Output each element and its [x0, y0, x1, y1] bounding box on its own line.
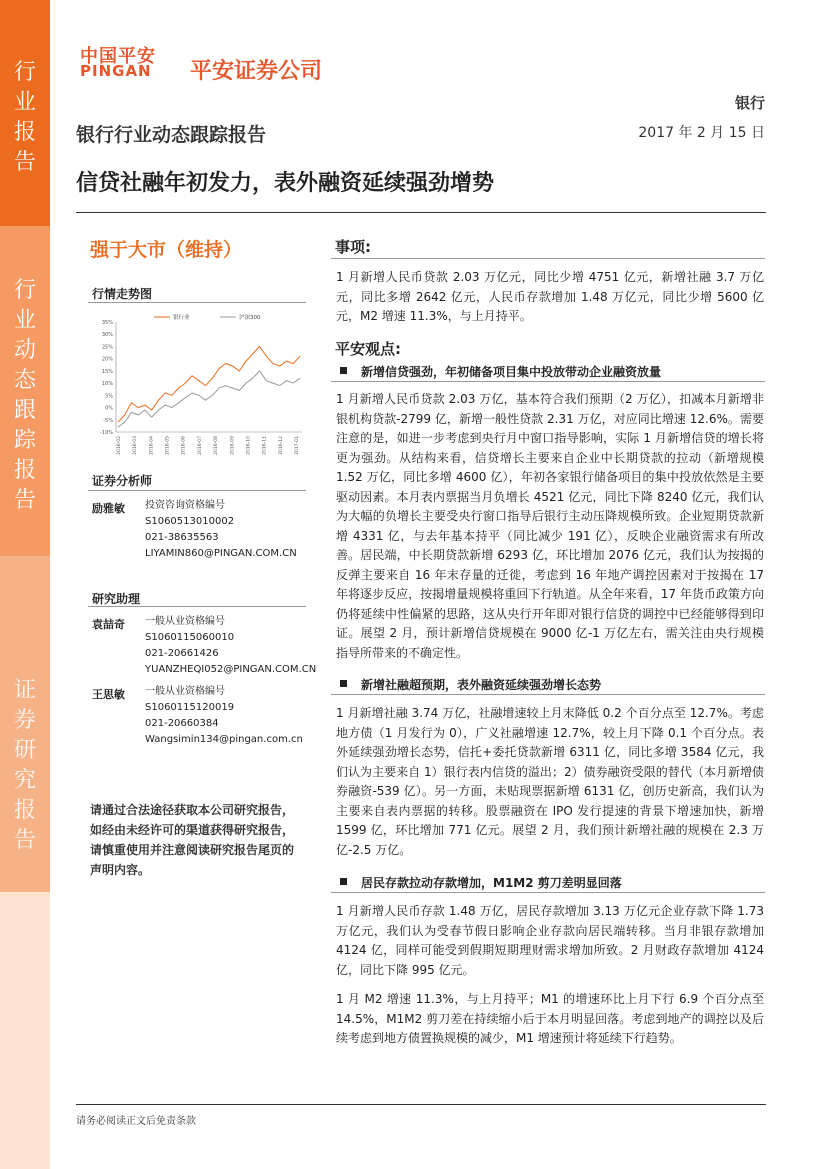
page-title: 信贷社融年初发力，表外融资延续强劲增势 [76, 171, 495, 196]
sidebar-block-bottom [0, 892, 50, 1169]
bullet-heading: 新增信贷强劲，年初储备项目集中投放带动企业融资放量 [340, 363, 661, 380]
analyst-name: 励雅敏 [92, 502, 125, 515]
y-tick-label: 35% [101, 320, 113, 326]
x-tick-label: 2016-12 [278, 436, 284, 455]
bullet-heading: 居民存款拉动存款增加，M1M2 剪刀差明显回落 [340, 874, 622, 891]
report-date: 2017 年 2 月 15 日 [638, 125, 765, 141]
trend-chart-svg [88, 308, 308, 458]
y-tick-label: 10% [101, 381, 113, 388]
divider [331, 892, 765, 893]
assistant-title: 研究助理 [92, 592, 141, 606]
assistant-info: 一般从业资格编号 S1060115060010 021-20661426 YUANZHEQI052@PINGAN.COM.CN [145, 616, 317, 675]
divider [331, 258, 765, 259]
body-paragraph: 1 月新增人民币贷款 2.03 万亿，基本符合我们预期（2 万亿），扣减本月新增非银机构贷款-2799 亿，新增一般性贷款 2.31 万亿，对应同比增速 12.6%。需要注意的是，如进一步考虑到央行月中窗口指导影响，实际 1 月新增信贷的增长将更为强劲。从结构来看，信贷增长主要来自企业中长期贷款的拉动（新增规模 1.52 万亿，同比多增 4600 亿），年初各家银行储备项目的集中投放依然是主要驱动因素。本月表内票据当月负增长 4521 亿元，同比下降 8240 亿元，我们认为大幅的负增长主要受央行窗口指导后银行主动压降规模所致。企业短期贷款新增 4331 亿，与去年基本持平（同比减少 191 亿），反映企业融资需求有所改善。居民端，中长期贷款新增 6293 亿，环比增加 2076 亿元，我们认为按揭的反弹主要来自 16 年末存量的迁徙，考虑到 16 年地产调控因素对于按揭在 17 年将逐步反应，按揭增量规模将重回下行轨道。从全年来看，17 年货币政策方向仍将延续中性偏紧的思路，这从央行开年即对银行信贷的调控中已经能够得到印证。展望 2 月，预计新增信贷规模在 9000 亿-1 万亿左右，需关注由央行规模指导所带来的不确定性。 [336, 392, 764, 660]
section-heading-view: 平安观点: [335, 340, 401, 358]
y-tick-label: -10% [100, 430, 113, 436]
bullet-square-icon [340, 367, 347, 374]
x-tick-label: 2016-09 [230, 436, 236, 455]
x-tick-label: 2016-02 [117, 436, 122, 455]
y-tick-label: 20% [101, 356, 113, 363]
divider [76, 1104, 766, 1105]
x-tick-label: 2016-04 [149, 436, 155, 455]
y-tick-label: 15% [101, 368, 113, 375]
divider [76, 212, 766, 213]
trend-chart [88, 308, 308, 458]
x-tick-label: 2016-11 [262, 436, 268, 455]
bullet-square-icon [340, 680, 347, 687]
body-paragraph: 1 月 M2 增速 11.3%，与上月持平；M1 的增速环比上月下行 6.9 个百分点至 14.5%，M1M2 剪刀差在持续缩小后于本月明显回落。考虑到地产的调控以及后续考虑到地方债置换规模的减少，M1 增速预计将延续下行趋势。 [336, 992, 764, 1045]
divider [88, 302, 306, 303]
y-tick-label: 0% [105, 405, 113, 412]
divider [331, 694, 765, 695]
body-paragraph: 1 月新增社融 3.74 万亿，社融增速较上月末降低 0.2 个百分点至 12.7%。考虑地方债（1 月发行为 0），广义社融增速 12.7%，较上月下降 0.1 个百分点。表外延续强劲增长态势，信托+委托贷款新增 6311 亿，同比多增 3584 亿元，我们认为主要来自 1）银行表内信贷的溢出；2）债券融资受限的替代（本月新增债券融资-539 亿）。另一方面，未贴现票据新增 6131 亿，创历史新高，我们认为主要来自表内票据的转移。股票融资在 IPO 发行提速的背景下增速加快，新增 1599 亿，环比增加 771 亿元。展望 2 月，我们预计新增社融的规模在 2.3 万亿-2.5 万亿。 [336, 706, 764, 857]
analyst-title: 证券分析师 [92, 474, 153, 488]
sidebar-block-dynamic-tracking [0, 226, 50, 556]
legend-label: 沪深300 [239, 315, 261, 321]
y-tick-label: 5% [105, 393, 113, 400]
divider [331, 381, 765, 382]
disclaimer: 请通过合法途径获取本公司研究报告，如经由未经许可的渠道获得研究报告，请慎重使用并注意阅读研究报告尾页的声明内容。 [90, 803, 295, 877]
x-tick-label: 2016-07 [197, 436, 203, 455]
x-tick-label: 2016-10 [246, 436, 252, 455]
trend-title: 行情走势图 [92, 287, 153, 301]
x-tick-label: 2017-01 [295, 436, 300, 455]
bullet-square-icon [340, 878, 347, 885]
sidebar-block-industry-report [0, 0, 50, 226]
report-type: 银行行业动态跟踪报告 [76, 124, 267, 146]
x-tick-label: 2016-03 [133, 436, 139, 455]
bullet-heading: 新增社融超预期，表外融资延续强劲增长态势 [340, 676, 601, 693]
x-tick-label: 2016-05 [165, 436, 171, 455]
body-paragraph: 1 月新增人民币存款 1.48 万亿，居民存款增加 3.13 万亿元企业存款下降 1.73 万亿元，我们认为受春节假日影响企业存款向居民端转移。当月非银存款增加 4124 亿，同样可能受到假期短期理财需求增加所致。2 月财政存款增加 4124 亿，同比下降 995 亿元。 [336, 904, 764, 977]
sidebar-text-securities-research: 证 券 研 究 报 告 [13, 678, 36, 853]
divider [88, 490, 306, 491]
sector-label: 银行 [734, 94, 765, 112]
footer-note: 请务必阅读正文后免责条款 [76, 1116, 196, 1127]
analyst-info: 投资咨询资格编号 S1060513010002 021-38635563 LIYAMIN860@PINGAN.COM.CN [145, 500, 297, 559]
company-name: 平安证券公司 [190, 59, 323, 84]
y-tick-label: 30% [101, 332, 113, 339]
legend-label: 银行业 [173, 315, 190, 321]
y-tick-label: -5% [103, 417, 113, 424]
sidebar-text-industry-report: 行 业 报 告 [13, 60, 36, 175]
logo-english: PINGAN [80, 62, 152, 80]
x-tick-label: 2016-06 [181, 436, 187, 455]
x-tick-label: 2016-08 [214, 436, 220, 455]
matter-paragraph: 1 月新增人民币贷款 2.03 万亿元，同比少增 4751 亿元，新增社融 3.7 万亿元，同比多增 2642 亿元，人民币存款增加 1.48 万亿元，同比少增 5600 亿元，M2 增速 11.3%，与上月持平。 [336, 270, 764, 323]
assistant-name: 袁喆奇 [92, 618, 125, 631]
series-line-hs300 [118, 371, 300, 427]
section-heading-matter: 事项: [335, 238, 371, 256]
logo-chinese: 中国平安 [80, 46, 156, 67]
y-tick-label: 25% [101, 344, 113, 351]
assistant-info: 一般从业资格编号 S1060115120019 021-20660384 Wangsimin134@pingan.com.cn [145, 686, 303, 745]
sidebar-block-securities-research [0, 556, 50, 892]
sidebar-text-dynamic-tracking: 行 业 动 态 跟 踪 报 告 [13, 278, 36, 513]
assistant-name: 王思敏 [92, 688, 125, 701]
rating-badge: 强于大市（维持） [90, 239, 243, 261]
divider [88, 606, 306, 607]
